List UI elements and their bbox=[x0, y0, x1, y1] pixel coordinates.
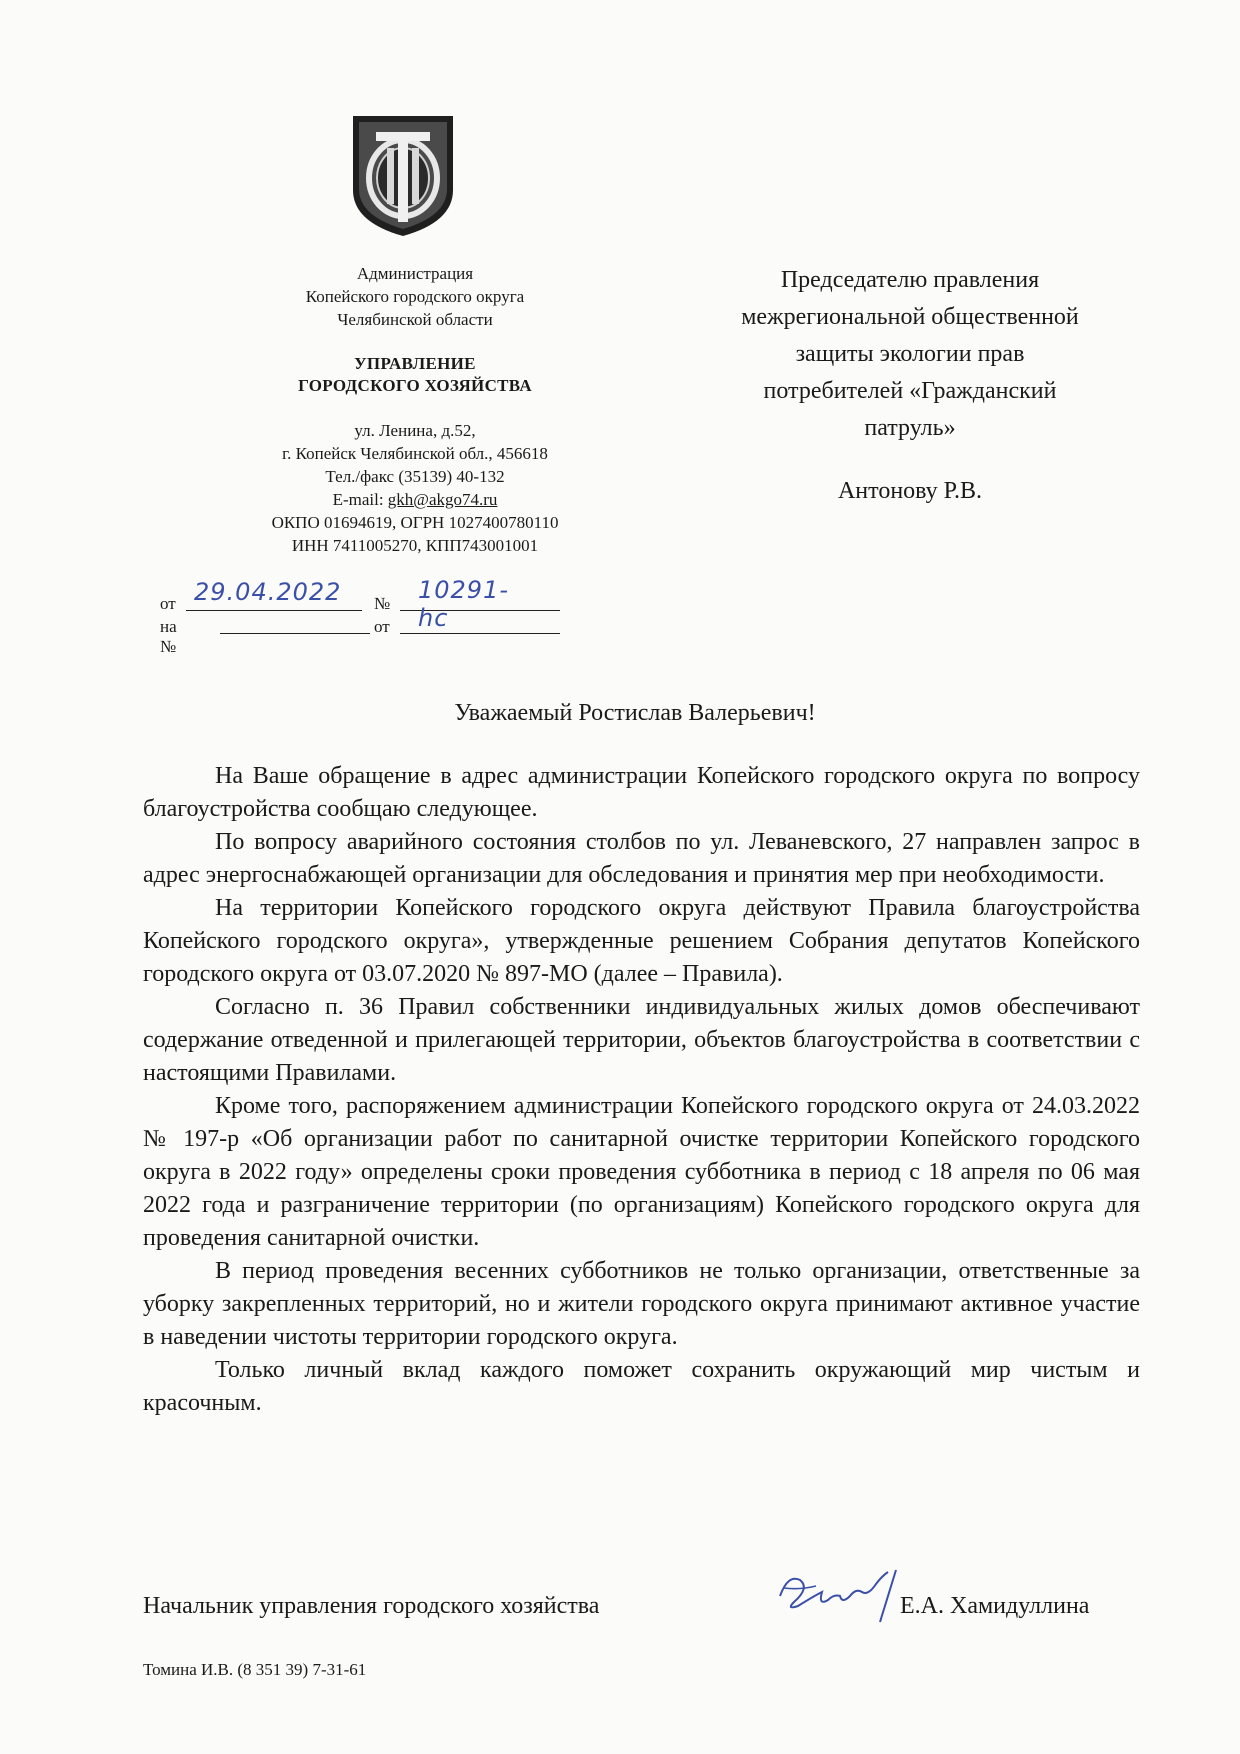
handwritten-signature-icon bbox=[770, 1566, 910, 1626]
from-label: от bbox=[160, 594, 176, 613]
sender-block bbox=[210, 262, 620, 557]
address-line: г. Копейск Челябинской обл., 456618 bbox=[282, 444, 548, 463]
paragraph: По вопросу аварийного состояния столбов по ул. Леваневского, 27 направлен запрос в адрес энергоснабжающей организации для обследования и принятия мер при необходимости. bbox=[143, 829, 1140, 888]
coat-of-arms-icon bbox=[348, 112, 458, 240]
sender-address bbox=[210, 419, 620, 557]
reply-number-label: на № bbox=[160, 617, 177, 656]
paragraph: Только личный вклад каждого поможет сохранить окружающий мир чистым и красочным. bbox=[143, 1357, 1140, 1416]
email-link[interactable]: gkh@akgo74.ru bbox=[387, 490, 498, 509]
paragraph: Кроме того, распоряжением администрации Копейского городского округа от 24.03.2022 № 197-р «Об организации работ по санитарной очистке территории Копейского городского округа в 2022 году» определены сроки проведения субботника в период с 18 апреля по 06 мая 2022 года и разграничение территории (по организациям) Копейского городского округа для проведения санитарной очистки. bbox=[143, 1093, 1140, 1251]
paragraph: Согласно п. 36 Правил собственники индивидуальных жилых домов обеспечивают содержание отведенной и прилегающей территории, объектов благоустройства в соответствии с настоящими Правилами. bbox=[143, 994, 1140, 1086]
org-line: Челябинской области bbox=[337, 310, 493, 329]
paragraph: На Ваше обращение в адрес администрации Копейского городского округа по вопросу благоустройства сообщаю следующее. bbox=[143, 763, 1140, 822]
addressee-block bbox=[690, 262, 1130, 510]
salutation: Уважаемый Ростислав Валерьевич! bbox=[454, 700, 816, 726]
addressee-line: межрегиональной общественной bbox=[741, 304, 1079, 330]
addressee-line: Председателю правления bbox=[780, 267, 1040, 293]
org-line: Копейского городского округа bbox=[305, 287, 525, 306]
signatory-title: Начальник управления городского хозяйства bbox=[143, 1593, 600, 1619]
department-line: ГОРОДСКОГО ХОЗЯЙСТВА bbox=[298, 376, 532, 395]
addressee-line: потребителей «Гражданский bbox=[763, 378, 1057, 404]
department-line: УПРАВЛЕНИЕ bbox=[354, 354, 476, 373]
addressee-name: Антонову Р.В. bbox=[837, 478, 983, 504]
addressee-line: патруль» bbox=[864, 415, 956, 441]
reply-number-line bbox=[220, 615, 370, 634]
date-handwritten: 29.04.2022 bbox=[194, 578, 342, 606]
paragraph: В период проведения весенних субботников не только организации, ответственные за уборку закрепленных территорий, но и жители городского округа принимают активное участие в наведении чистоты территории городского округа. bbox=[143, 1258, 1140, 1350]
address-line: ул. Ленина, д.52, bbox=[354, 421, 476, 440]
reply-from-label: от bbox=[374, 617, 390, 636]
email-line bbox=[210, 488, 620, 511]
department-name bbox=[210, 353, 620, 397]
number-handwritten: 10291-hc bbox=[418, 576, 510, 632]
letter-body bbox=[143, 760, 1140, 1420]
phone-line: Тел./факс (35139) 40-132 bbox=[325, 467, 505, 486]
reply-date-line bbox=[400, 615, 560, 634]
paragraph: На территории Копейского городского округа действуют Правила благоустройства Копейского городского округа», утвержденные решением Собрания депутатов Копейского городского округа от 03.07.2020 № 897-МО (далее – Правила). bbox=[143, 895, 1140, 987]
executor-contact: Томина И.В. (8 351 39) 7-31-61 bbox=[143, 1660, 367, 1679]
email-label: E-mail: bbox=[332, 490, 388, 509]
number-label: № bbox=[374, 594, 391, 613]
signatory-name: Е.А. Хамидуллина bbox=[900, 1593, 1090, 1619]
org-line: Администрация bbox=[356, 264, 474, 283]
addressee-line: защиты экологии прав bbox=[795, 341, 1025, 367]
inn-kpp-line: ИНН 7411005270, КПП743001001 bbox=[291, 536, 539, 555]
okpo-ogrn-line: ОКПО 01694619, ОГРН 1027400780110 bbox=[271, 513, 559, 532]
